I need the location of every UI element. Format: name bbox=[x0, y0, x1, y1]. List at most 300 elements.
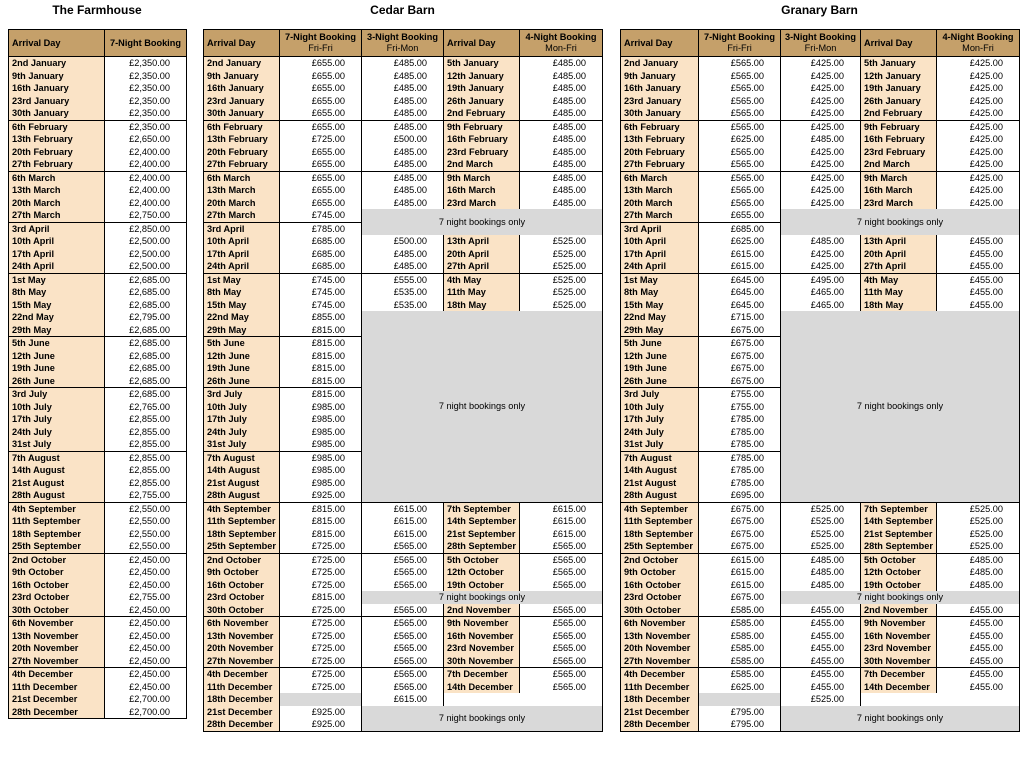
arrival-day: 30th January bbox=[204, 107, 280, 120]
price-7-night: £655.00 bbox=[280, 70, 362, 83]
arrival-day: 31st July bbox=[621, 438, 699, 451]
arrival-day: 22nd May bbox=[621, 311, 699, 324]
price-4-night: £565.00 bbox=[520, 540, 603, 553]
price-7-night: £695.00 bbox=[699, 489, 781, 502]
arrival-day: 9th January bbox=[9, 70, 105, 83]
price-7-night: £755.00 bbox=[699, 388, 781, 401]
arrival-day-4-night: 19th January bbox=[861, 82, 937, 95]
price-3-night: £485.00 bbox=[781, 133, 861, 146]
arrival-day: 15th May bbox=[621, 299, 699, 312]
price-7-night: £985.00 bbox=[280, 413, 362, 426]
header-fri-fri: Fri-Fri bbox=[727, 43, 752, 53]
table-row bbox=[9, 324, 187, 337]
table-row bbox=[621, 273, 1020, 286]
table-row bbox=[9, 146, 187, 159]
table-row bbox=[9, 209, 187, 222]
price-7-night: £985.00 bbox=[280, 477, 362, 490]
price-4-night: £525.00 bbox=[520, 248, 603, 261]
arrival-day-4-night: 23rd March bbox=[861, 197, 937, 210]
table-row bbox=[9, 642, 187, 655]
arrival-day-4-night: 7th September bbox=[444, 502, 520, 515]
arrival-day: 8th May bbox=[204, 286, 280, 299]
arrival-day-4-night: 30th November bbox=[444, 655, 520, 668]
price-4-night: £565.00 bbox=[520, 655, 603, 668]
price-4-night: £485.00 bbox=[520, 82, 603, 95]
price-7-night: £2,450.00 bbox=[105, 604, 187, 617]
farmhouse-title: The Farmhouse bbox=[52, 3, 142, 17]
arrival-day: 1st May bbox=[9, 273, 105, 286]
price-7-night: £985.00 bbox=[280, 401, 362, 414]
table-row bbox=[621, 197, 1020, 210]
arrival-day: 17th July bbox=[621, 413, 699, 426]
arrival-day: 8th May bbox=[621, 286, 699, 299]
arrival-day: 6th November bbox=[204, 617, 280, 630]
price-3-night: £425.00 bbox=[781, 57, 861, 70]
table-row bbox=[621, 630, 1020, 643]
price-7-night: £755.00 bbox=[699, 401, 781, 414]
price-4-night: £565.00 bbox=[520, 681, 603, 694]
table-row bbox=[621, 591, 1020, 604]
arrival-day-4-night: 16th February bbox=[444, 133, 520, 146]
price-7-night: £565.00 bbox=[699, 171, 781, 184]
price-7-night: £2,685.00 bbox=[105, 375, 187, 388]
table-row bbox=[621, 642, 1020, 655]
price-7-night: £685.00 bbox=[699, 222, 781, 235]
cedar-barn-price-table bbox=[203, 29, 603, 732]
price-3-night: £485.00 bbox=[362, 248, 444, 261]
arrival-day: 2nd January bbox=[9, 57, 105, 70]
price-7-night: £815.00 bbox=[280, 528, 362, 541]
table-row bbox=[9, 579, 187, 592]
table-row bbox=[9, 133, 187, 146]
price-7-night: £725.00 bbox=[280, 642, 362, 655]
table-row bbox=[621, 133, 1020, 146]
table-row bbox=[9, 553, 187, 566]
arrival-day-4-night: 16th March bbox=[861, 184, 937, 197]
arrival-day: 10th July bbox=[204, 401, 280, 414]
table-row bbox=[9, 388, 187, 401]
price-7-night: £815.00 bbox=[280, 337, 362, 350]
price-7-night: £2,400.00 bbox=[105, 197, 187, 210]
price-3-night: £535.00 bbox=[362, 299, 444, 312]
price-4-night: £525.00 bbox=[520, 273, 603, 286]
price-7-night: £725.00 bbox=[280, 655, 362, 668]
price-4-night: £525.00 bbox=[937, 528, 1020, 541]
price-7-night: £785.00 bbox=[699, 451, 781, 464]
table-row bbox=[204, 706, 603, 719]
arrival-day: 10th April bbox=[9, 235, 105, 248]
price-7-night: £2,700.00 bbox=[105, 706, 187, 719]
price-7-night: £725.00 bbox=[280, 553, 362, 566]
arrival-day: 30th October bbox=[204, 604, 280, 617]
arrival-day: 2nd January bbox=[204, 57, 280, 70]
table-row bbox=[621, 553, 1020, 566]
header-7-night: 7-Night Booking bbox=[105, 30, 187, 57]
arrival-day: 29th May bbox=[204, 324, 280, 337]
price-7-night: £565.00 bbox=[699, 82, 781, 95]
arrival-day-4-night: 11th May bbox=[444, 286, 520, 299]
arrival-day: 30th October bbox=[621, 604, 699, 617]
price-3-night: £485.00 bbox=[362, 95, 444, 108]
table-row bbox=[204, 158, 603, 171]
price-7-night: £2,685.00 bbox=[105, 286, 187, 299]
price-3-night: £485.00 bbox=[362, 82, 444, 95]
granary-barn-price-table bbox=[620, 29, 1020, 732]
table-row bbox=[204, 57, 603, 70]
arrival-day: 21st August bbox=[621, 477, 699, 490]
table-row bbox=[621, 57, 1020, 70]
arrival-day: 5th June bbox=[9, 337, 105, 350]
table-row bbox=[621, 528, 1020, 541]
price-7-night: £2,350.00 bbox=[105, 82, 187, 95]
arrival-day: 6th November bbox=[9, 617, 105, 630]
price-7-night: £795.00 bbox=[699, 718, 781, 731]
header-7-night-label: 7-Night Booking bbox=[704, 32, 775, 42]
price-3-night: £425.00 bbox=[781, 70, 861, 83]
table-row bbox=[621, 299, 1020, 312]
price-3-night: £485.00 bbox=[781, 553, 861, 566]
table-row bbox=[204, 248, 603, 261]
price-7-night: £2,855.00 bbox=[105, 438, 187, 451]
arrival-day-4-night: 2nd March bbox=[861, 158, 937, 171]
price-3-night: £525.00 bbox=[781, 540, 861, 553]
price-7-night: £2,450.00 bbox=[105, 681, 187, 694]
price-4-night: £485.00 bbox=[520, 70, 603, 83]
arrival-day: 17th July bbox=[204, 413, 280, 426]
arrival-day: 24th July bbox=[9, 426, 105, 439]
header-arrival-day: Arrival Day bbox=[621, 30, 699, 57]
price-3-night: £565.00 bbox=[362, 540, 444, 553]
table-row bbox=[204, 655, 603, 668]
seven-night-only-notice: 7 night bookings only bbox=[362, 209, 603, 235]
price-3-night: £425.00 bbox=[781, 146, 861, 159]
price-3-night: £525.00 bbox=[781, 502, 861, 515]
header-7-night bbox=[699, 30, 781, 57]
arrival-day: 24th April bbox=[621, 260, 699, 273]
price-4-night: £455.00 bbox=[937, 299, 1020, 312]
table-row bbox=[204, 681, 603, 694]
arrival-day: 3rd April bbox=[204, 222, 280, 235]
arrival-day: 27th February bbox=[621, 158, 699, 171]
arrival-day-4-night: 9th March bbox=[861, 171, 937, 184]
price-7-night: £2,685.00 bbox=[105, 299, 187, 312]
arrival-day: 25th September bbox=[621, 540, 699, 553]
price-7-night: £725.00 bbox=[280, 566, 362, 579]
price-3-night: £485.00 bbox=[781, 235, 861, 248]
arrival-day: 16th October bbox=[204, 579, 280, 592]
table-row bbox=[621, 95, 1020, 108]
arrival-day-4-night: 4th May bbox=[444, 273, 520, 286]
price-3-night: £485.00 bbox=[781, 579, 861, 592]
price-7-night: £795.00 bbox=[699, 706, 781, 719]
table-row bbox=[9, 502, 187, 515]
price-7-night: £2,850.00 bbox=[105, 222, 187, 235]
arrival-day-4-night: 5th October bbox=[861, 553, 937, 566]
arrival-day: 9th January bbox=[204, 70, 280, 83]
header-4-night bbox=[520, 30, 603, 57]
price-7-night: £585.00 bbox=[699, 668, 781, 681]
price-7-night: £2,750.00 bbox=[105, 209, 187, 222]
price-3-night: £535.00 bbox=[362, 286, 444, 299]
arrival-day-4-night: 7th December bbox=[444, 668, 520, 681]
arrival-day: 12th June bbox=[621, 350, 699, 363]
table-row bbox=[621, 158, 1020, 171]
arrival-day: 4th December bbox=[621, 668, 699, 681]
arrival-day: 9th October bbox=[9, 566, 105, 579]
price-4-night: £455.00 bbox=[937, 617, 1020, 630]
arrival-day: 3rd July bbox=[204, 388, 280, 401]
price-7-night: £2,650.00 bbox=[105, 133, 187, 146]
table-row bbox=[204, 235, 603, 248]
price-3-night: £500.00 bbox=[362, 235, 444, 248]
arrival-day: 30th October bbox=[9, 604, 105, 617]
price-7-night: £685.00 bbox=[280, 260, 362, 273]
arrival-day-4-night: 12th January bbox=[861, 70, 937, 83]
arrival-day-4-night: 27th April bbox=[444, 260, 520, 273]
arrival-day: 6th November bbox=[621, 617, 699, 630]
price-4-night: £525.00 bbox=[520, 286, 603, 299]
price-7-night: £615.00 bbox=[699, 566, 781, 579]
header-4-night-label: 4-Night Booking bbox=[525, 32, 597, 42]
arrival-day: 31st July bbox=[9, 438, 105, 451]
arrival-day-4-night: 23rd November bbox=[861, 642, 937, 655]
table-row bbox=[9, 82, 187, 95]
table-row bbox=[9, 515, 187, 528]
arrival-day-4-night: 9th February bbox=[861, 120, 937, 133]
price-3-night: £615.00 bbox=[362, 515, 444, 528]
price-4-night: £525.00 bbox=[520, 299, 603, 312]
price-7-night: £655.00 bbox=[280, 184, 362, 197]
price-3-night: £465.00 bbox=[781, 299, 861, 312]
arrival-day: 6th March bbox=[621, 171, 699, 184]
arrival-day-4-night: 18th May bbox=[444, 299, 520, 312]
price-7-night: £985.00 bbox=[280, 426, 362, 439]
arrival-day: 13th March bbox=[621, 184, 699, 197]
table-row bbox=[204, 591, 603, 604]
price-4-night: £455.00 bbox=[937, 286, 1020, 299]
price-3-night: £425.00 bbox=[781, 120, 861, 133]
price-4-night: £425.00 bbox=[937, 171, 1020, 184]
arrival-day: 21st August bbox=[204, 477, 280, 490]
arrival-day: 26th June bbox=[204, 375, 280, 388]
table-row bbox=[9, 184, 187, 197]
arrival-day-4-night: 23rd February bbox=[861, 146, 937, 159]
arrival-day-4-night: 16th February bbox=[861, 133, 937, 146]
price-3-night: £565.00 bbox=[362, 655, 444, 668]
table-row bbox=[621, 617, 1020, 630]
price-3-night: £565.00 bbox=[362, 617, 444, 630]
arrival-day: 17th April bbox=[9, 248, 105, 261]
table-row bbox=[621, 70, 1020, 83]
arrival-day: 17th July bbox=[9, 413, 105, 426]
price-3-night: £615.00 bbox=[362, 693, 444, 706]
price-7-night: £815.00 bbox=[280, 515, 362, 528]
arrival-day-4-night: 14th December bbox=[861, 681, 937, 694]
price-7-night: £565.00 bbox=[699, 158, 781, 171]
price-3-night: £525.00 bbox=[781, 528, 861, 541]
price-7-night: £2,450.00 bbox=[105, 566, 187, 579]
table-row bbox=[204, 70, 603, 83]
arrival-day: 29th May bbox=[9, 324, 105, 337]
header-4-night-label: 4-Night Booking bbox=[942, 32, 1014, 42]
arrival-day: 28th August bbox=[204, 489, 280, 502]
table-row bbox=[204, 566, 603, 579]
table-row bbox=[204, 553, 603, 566]
price-3-night: £455.00 bbox=[781, 642, 861, 655]
price-3-night: £525.00 bbox=[781, 693, 861, 706]
price-4-night: £615.00 bbox=[520, 502, 603, 515]
arrival-day: 11th September bbox=[621, 515, 699, 528]
arrival-day-4-night: 16th November bbox=[861, 630, 937, 643]
price-4-night: £455.00 bbox=[937, 604, 1020, 617]
price-3-night: £485.00 bbox=[362, 197, 444, 210]
price-7-night: £675.00 bbox=[699, 591, 781, 604]
table-row bbox=[9, 350, 187, 363]
price-3-night: £615.00 bbox=[362, 528, 444, 541]
arrival-day: 16th January bbox=[204, 82, 280, 95]
table-row bbox=[621, 146, 1020, 159]
price-3-night: £425.00 bbox=[781, 82, 861, 95]
price-7-night: £2,500.00 bbox=[105, 248, 187, 261]
arrival-day: 4th December bbox=[204, 668, 280, 681]
price-4-night: £425.00 bbox=[937, 197, 1020, 210]
price-7-night: £565.00 bbox=[699, 70, 781, 83]
price-7-night: £785.00 bbox=[280, 222, 362, 235]
arrival-day-4-night: 19th October bbox=[444, 579, 520, 592]
price-4-night: £425.00 bbox=[937, 133, 1020, 146]
table-row bbox=[621, 184, 1020, 197]
price-3-night: £455.00 bbox=[781, 630, 861, 643]
arrival-day: 24th April bbox=[204, 260, 280, 273]
arrival-day-4-night: 9th February bbox=[444, 120, 520, 133]
price-7-night: £2,350.00 bbox=[105, 95, 187, 108]
table-row bbox=[204, 693, 603, 706]
price-4-night: £485.00 bbox=[937, 553, 1020, 566]
price-4-night: £485.00 bbox=[520, 120, 603, 133]
price-4-night: £525.00 bbox=[937, 515, 1020, 528]
price-7-night: £675.00 bbox=[699, 375, 781, 388]
price-3-night: £565.00 bbox=[362, 553, 444, 566]
arrival-day-4-night: 13th April bbox=[861, 235, 937, 248]
price-7-night: £625.00 bbox=[699, 235, 781, 248]
price-7-night: £675.00 bbox=[699, 362, 781, 375]
arrival-day: 9th October bbox=[621, 566, 699, 579]
arrival-day: 9th January bbox=[621, 70, 699, 83]
arrival-day-4-night: 23rd March bbox=[444, 197, 520, 210]
price-7-night: £725.00 bbox=[280, 630, 362, 643]
table-row bbox=[204, 209, 603, 222]
table-row bbox=[9, 591, 187, 604]
table-row bbox=[621, 248, 1020, 261]
price-7-night: £585.00 bbox=[699, 617, 781, 630]
table-row bbox=[9, 566, 187, 579]
price-3-night: £565.00 bbox=[362, 668, 444, 681]
price-7-night: £2,350.00 bbox=[105, 70, 187, 83]
arrival-day: 12th June bbox=[9, 350, 105, 363]
arrival-day: 13th March bbox=[9, 184, 105, 197]
table-row bbox=[621, 82, 1020, 95]
arrival-day-4-night: 5th January bbox=[444, 57, 520, 70]
table-row bbox=[9, 540, 187, 553]
cedar-barn-title: Cedar Barn bbox=[370, 3, 435, 17]
price-3-night: £565.00 bbox=[362, 681, 444, 694]
price-7-night: £655.00 bbox=[280, 158, 362, 171]
price-3-night: £615.00 bbox=[362, 502, 444, 515]
price-7-night: £785.00 bbox=[699, 426, 781, 439]
price-4-night: £425.00 bbox=[937, 146, 1020, 159]
arrival-day-4-night: 18th May bbox=[861, 299, 937, 312]
header-fri-mon: Fri-Mon bbox=[386, 43, 419, 53]
price-4-night: £455.00 bbox=[937, 630, 1020, 643]
arrival-day-4-night: 5th January bbox=[861, 57, 937, 70]
table-row bbox=[9, 311, 187, 324]
arrival-day: 4th September bbox=[621, 502, 699, 515]
table-row bbox=[9, 681, 187, 694]
table-row bbox=[621, 286, 1020, 299]
arrival-day: 17th April bbox=[621, 248, 699, 261]
arrival-day: 6th February bbox=[9, 120, 105, 133]
price-3-night: £425.00 bbox=[781, 184, 861, 197]
arrival-day: 20th November bbox=[204, 642, 280, 655]
price-7-night: £745.00 bbox=[280, 299, 362, 312]
arrival-day: 28th August bbox=[621, 489, 699, 502]
table-row bbox=[9, 70, 187, 83]
table-row bbox=[204, 260, 603, 273]
header-mon-fri: Mon-Fri bbox=[962, 43, 994, 53]
price-7-night: £2,765.00 bbox=[105, 401, 187, 414]
price-7-night: £785.00 bbox=[699, 477, 781, 490]
price-7-night: £725.00 bbox=[280, 681, 362, 694]
price-3-night: £485.00 bbox=[362, 171, 444, 184]
table-row bbox=[204, 95, 603, 108]
table-row bbox=[9, 158, 187, 171]
price-4-night: £615.00 bbox=[520, 528, 603, 541]
price-4-night: £565.00 bbox=[520, 617, 603, 630]
price-3-night: £485.00 bbox=[362, 120, 444, 133]
price-3-night: £485.00 bbox=[362, 146, 444, 159]
price-7-night: £2,400.00 bbox=[105, 146, 187, 159]
price-4-night: £485.00 bbox=[520, 107, 603, 120]
arrival-day: 15th May bbox=[9, 299, 105, 312]
arrival-day-4-night: 14th December bbox=[444, 681, 520, 694]
arrival-day: 20th March bbox=[621, 197, 699, 210]
arrival-day-4-night: 5th October bbox=[444, 553, 520, 566]
price-7-night: £585.00 bbox=[699, 655, 781, 668]
table-row bbox=[621, 502, 1020, 515]
arrival-day-4-night: 9th March bbox=[444, 171, 520, 184]
price-4-night: £425.00 bbox=[937, 57, 1020, 70]
price-4-night: £425.00 bbox=[937, 184, 1020, 197]
arrival-day: 17th April bbox=[204, 248, 280, 261]
price-7-night: £565.00 bbox=[699, 184, 781, 197]
price-4-night: £455.00 bbox=[937, 655, 1020, 668]
price-7-night: £815.00 bbox=[280, 591, 362, 604]
price-7-night: £645.00 bbox=[699, 273, 781, 286]
price-4-night: £485.00 bbox=[520, 146, 603, 159]
arrival-day: 6th March bbox=[204, 171, 280, 184]
price-3-night: £425.00 bbox=[781, 248, 861, 261]
table-row bbox=[9, 197, 187, 210]
price-7-night: £815.00 bbox=[280, 362, 362, 375]
price-7-night: £585.00 bbox=[699, 604, 781, 617]
arrival-day: 3rd July bbox=[9, 388, 105, 401]
table-row bbox=[9, 706, 187, 719]
price-3-night: £425.00 bbox=[781, 197, 861, 210]
arrival-day: 18th September bbox=[204, 528, 280, 541]
arrival-day: 23rd January bbox=[204, 95, 280, 108]
arrival-day: 24th July bbox=[621, 426, 699, 439]
price-7-night: £2,450.00 bbox=[105, 668, 187, 681]
